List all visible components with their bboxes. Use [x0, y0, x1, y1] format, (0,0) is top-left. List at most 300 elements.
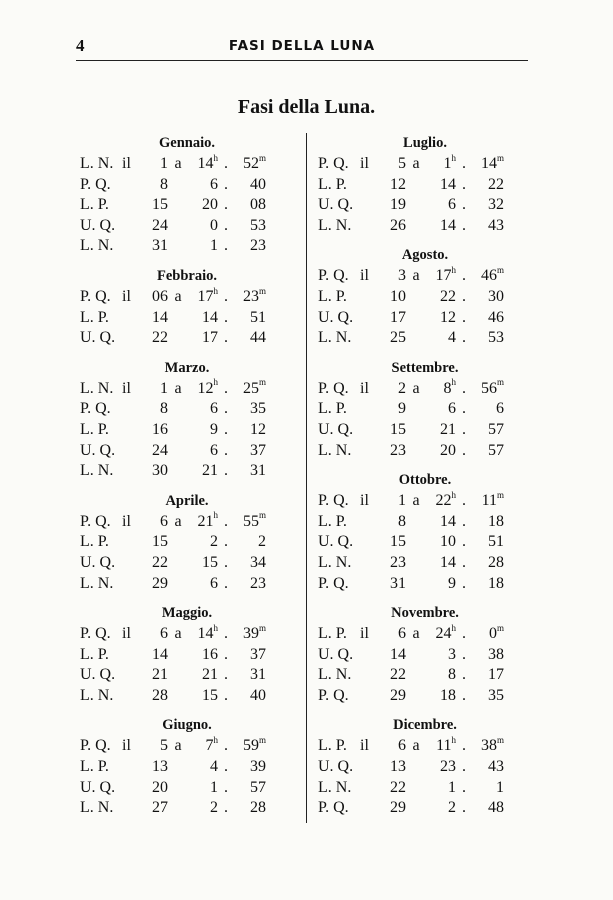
day-value: 15 — [390, 420, 406, 438]
phase-row — [318, 686, 532, 707]
separator-dot: . — [224, 778, 228, 796]
month-title: Aprile. — [165, 492, 209, 509]
hour-value: 1 — [210, 237, 218, 255]
hour-unit: h — [213, 735, 218, 746]
phase-row — [318, 266, 532, 287]
hour-value: 20 — [440, 441, 456, 459]
phase-row — [318, 491, 532, 512]
hour-cell — [188, 216, 218, 237]
separator-dot: . — [462, 666, 466, 684]
day-value: 8 — [398, 512, 406, 530]
phase-label: U. Q. — [318, 533, 354, 551]
hour-cell — [426, 736, 456, 757]
hour-unit: h — [213, 622, 218, 633]
hour-cell — [188, 757, 218, 778]
separator-dot: . — [462, 574, 466, 592]
phase-label: L. N. — [318, 216, 352, 234]
hour-value: 11 — [436, 737, 452, 755]
minute-unit: m — [258, 285, 266, 296]
month-block — [318, 132, 532, 236]
hour-value: 14 — [440, 175, 456, 193]
hour-unit: h — [213, 510, 218, 521]
minute-unit: m — [258, 622, 266, 633]
phase-row — [80, 665, 294, 686]
day-value: 29 — [390, 799, 406, 817]
hour-value: 17 — [202, 329, 218, 347]
minute-cell — [472, 308, 504, 329]
minute-value: 48 — [488, 799, 504, 817]
hour-value: 12 — [440, 308, 456, 326]
phase-label: L. P. — [80, 645, 109, 663]
minute-cell — [234, 399, 266, 420]
phase-label: L. P. — [318, 175, 347, 193]
separator-dot: . — [462, 778, 466, 796]
hour-cell — [426, 532, 456, 553]
minute-unit: m — [496, 265, 504, 276]
day-value: 30 — [152, 462, 168, 480]
a-word: a — [174, 737, 182, 755]
hour-cell — [188, 461, 218, 482]
minute-value: 18 — [488, 512, 504, 530]
phase-row — [80, 175, 294, 196]
minute-value: 31 — [250, 462, 266, 480]
minute-value: 32 — [488, 196, 504, 214]
day-value: 17 — [390, 308, 406, 326]
hour-unit: h — [213, 152, 218, 163]
day-value: 28 — [152, 686, 168, 704]
month-title: Dicembre. — [393, 717, 457, 734]
minute-value: 23 — [250, 237, 266, 255]
day-value: 15 — [152, 196, 168, 214]
phase-label: P. Q. — [318, 267, 349, 285]
minute-value: 2 — [258, 533, 266, 551]
hour-value: 15 — [202, 553, 218, 571]
hour-value: 9 — [448, 574, 456, 592]
day-value: 14 — [390, 645, 406, 663]
phase-label: P. Q. — [80, 400, 111, 418]
hour-value: 1 — [443, 155, 452, 172]
minute-cell — [234, 736, 266, 757]
day-value: 1 — [160, 379, 168, 397]
hour-cell — [426, 216, 456, 237]
month-block — [80, 265, 294, 349]
minute-cell — [234, 175, 266, 196]
minute-value: 37 — [250, 645, 266, 663]
phase-row — [318, 512, 532, 533]
hour-cell — [188, 645, 218, 666]
minute-value: 1 — [496, 778, 504, 796]
separator-dot: . — [462, 799, 466, 817]
minute-value: 57 — [488, 441, 504, 459]
month-title: Ottobre. — [398, 472, 452, 489]
separator-dot: . — [224, 512, 228, 530]
minute-cell — [234, 553, 266, 574]
separator-dot: . — [224, 196, 228, 214]
minute-value: 30 — [488, 287, 504, 305]
day-value: 12 — [390, 175, 406, 193]
phase-label: L. N. — [318, 553, 352, 571]
minute-value: 14 — [480, 155, 497, 172]
phase-label: L. P. — [80, 308, 109, 326]
a-word: a — [412, 155, 420, 172]
day-value: 23 — [390, 553, 406, 571]
minute-cell — [234, 420, 266, 441]
phase-row — [318, 757, 532, 778]
day-value: 15 — [390, 533, 406, 551]
hour-value: 6 — [210, 175, 218, 193]
page-number: 4 — [76, 36, 85, 55]
month-title: Novembre. — [391, 605, 459, 622]
minute-cell — [234, 686, 266, 707]
phase-label: P. Q. — [318, 686, 349, 704]
hour-cell — [426, 624, 456, 645]
separator-dot: . — [462, 287, 466, 305]
separator-dot: . — [224, 533, 228, 551]
minute-cell — [472, 287, 504, 308]
hour-value: 14 — [440, 512, 456, 530]
phase-row — [318, 665, 532, 686]
phase-label: U. Q. — [80, 778, 116, 796]
phase-label: P. Q. — [318, 799, 349, 817]
minute-cell — [472, 379, 504, 400]
hour-value: 23 — [440, 758, 456, 776]
minute-value: 53 — [488, 329, 504, 347]
minute-cell — [234, 287, 266, 308]
phase-row — [80, 328, 294, 349]
minute-cell — [472, 175, 504, 196]
minute-cell — [472, 195, 504, 216]
minute-cell — [472, 665, 504, 686]
minute-value: 59 — [242, 737, 259, 755]
a-word: a — [412, 492, 420, 510]
hour-cell — [426, 512, 456, 533]
hour-value: 6 — [448, 196, 456, 214]
phase-label: L. N. — [80, 379, 114, 397]
hour-value: 0 — [210, 216, 218, 234]
minute-value: 17 — [488, 666, 504, 684]
phase-row — [318, 441, 532, 462]
minute-value: 35 — [250, 400, 266, 418]
month-block — [80, 132, 294, 257]
month-title: Giugno. — [162, 717, 212, 734]
minute-cell — [234, 441, 266, 462]
minute-unit: m — [258, 377, 266, 388]
minute-cell — [234, 574, 266, 595]
minute-cell — [472, 441, 504, 462]
hour-value: 22 — [440, 287, 456, 305]
separator-dot: . — [462, 758, 466, 776]
phase-label: L. P. — [318, 737, 347, 755]
separator-dot: . — [224, 216, 228, 234]
hour-unit: h — [213, 285, 218, 296]
minute-value: 23 — [242, 287, 259, 305]
separator-dot: . — [462, 441, 466, 459]
month-title: Agosto. — [401, 247, 449, 264]
minute-cell — [472, 574, 504, 595]
month-block — [80, 602, 294, 706]
separator-dot: . — [224, 237, 228, 255]
day-value: 29 — [390, 686, 406, 704]
a-word: a — [412, 625, 420, 643]
minute-value: 38 — [488, 645, 504, 663]
phase-label: L. N. — [80, 574, 114, 592]
hour-cell — [188, 532, 218, 553]
separator-dot: . — [462, 533, 466, 551]
hour-cell — [188, 736, 218, 757]
day-value: 31 — [152, 237, 168, 255]
hour-value: 17 — [197, 287, 214, 305]
minute-value: 43 — [488, 216, 504, 234]
phase-label: U. Q. — [80, 553, 116, 571]
minute-cell — [234, 532, 266, 553]
separator-dot: . — [224, 799, 228, 817]
minute-unit: m — [258, 152, 266, 163]
hour-cell — [426, 686, 456, 707]
phase-label: P. Q. — [318, 492, 349, 510]
hour-value: 14 — [440, 553, 456, 571]
day-value: 06 — [152, 287, 168, 305]
phase-label: L. N. — [80, 686, 114, 704]
phase-row — [318, 154, 532, 175]
day-value: 2 — [398, 379, 406, 397]
phase-row — [318, 624, 532, 645]
separator-dot: . — [224, 462, 228, 480]
minute-cell — [472, 420, 504, 441]
separator-dot: . — [224, 308, 228, 326]
month-block — [80, 714, 294, 818]
minute-value: 25 — [242, 379, 259, 397]
minute-value: 53 — [250, 216, 266, 234]
minute-cell — [472, 491, 504, 512]
hour-cell — [188, 308, 218, 329]
month-block — [318, 714, 532, 818]
hour-value: 4 — [210, 758, 218, 776]
phase-label: U. Q. — [80, 441, 116, 459]
minute-value: 12 — [250, 420, 266, 438]
column-divider — [306, 133, 307, 823]
hour-cell — [188, 512, 218, 533]
il-word: il — [360, 737, 369, 755]
day-value: 19 — [390, 196, 406, 214]
minute-cell — [472, 778, 504, 799]
right-column — [318, 132, 532, 819]
separator-dot: . — [224, 287, 228, 305]
hour-cell — [426, 287, 456, 308]
minute-cell — [472, 553, 504, 574]
a-word: a — [412, 737, 420, 755]
separator-dot: . — [462, 308, 466, 326]
minute-value: 46 — [488, 308, 504, 326]
hour-cell — [426, 778, 456, 799]
phase-row — [80, 778, 294, 799]
hour-value: 6 — [210, 441, 218, 459]
separator-dot: . — [462, 196, 466, 214]
phase-row — [80, 461, 294, 482]
a-word: a — [174, 379, 182, 397]
minute-value: 11 — [481, 492, 497, 510]
separator-dot: . — [224, 379, 228, 397]
day-value: 27 — [152, 799, 168, 817]
hour-value: 14 — [197, 155, 214, 172]
hour-value: 1 — [448, 778, 456, 796]
phase-row — [318, 328, 532, 349]
hour-cell — [188, 624, 218, 645]
hour-cell — [426, 420, 456, 441]
day-value: 1 — [160, 155, 168, 172]
day-value: 22 — [390, 666, 406, 684]
phase-label: P. Q. — [80, 512, 111, 530]
a-word: a — [174, 287, 182, 305]
hour-cell — [188, 175, 218, 196]
phase-label: P. Q. — [318, 574, 349, 592]
hour-cell — [188, 328, 218, 349]
minute-cell — [234, 154, 266, 175]
separator-dot: . — [224, 420, 228, 438]
minute-value: 22 — [488, 175, 504, 193]
hour-unit: h — [451, 265, 456, 276]
day-value: 6 — [160, 625, 168, 643]
hour-cell — [188, 441, 218, 462]
separator-dot: . — [224, 441, 228, 459]
a-word: a — [412, 379, 420, 397]
day-value: 22 — [390, 778, 406, 796]
minute-value: 51 — [250, 308, 266, 326]
minute-value: 56 — [480, 379, 497, 397]
minute-cell — [234, 328, 266, 349]
phase-row — [318, 778, 532, 799]
minute-unit: m — [496, 152, 504, 163]
minute-unit: m — [496, 489, 504, 500]
minute-cell — [472, 399, 504, 420]
hour-cell — [426, 757, 456, 778]
minute-unit: m — [258, 735, 266, 746]
phase-label: L. N. — [80, 799, 114, 817]
minute-value: 52 — [242, 155, 259, 172]
hour-cell — [426, 195, 456, 216]
left-column — [80, 132, 294, 819]
minute-value: 57 — [250, 778, 266, 796]
page-header — [76, 36, 528, 61]
minute-cell — [234, 665, 266, 686]
phase-label: U. Q. — [80, 666, 116, 684]
hour-value: 6 — [210, 574, 218, 592]
separator-dot: . — [224, 329, 228, 347]
hour-cell — [426, 308, 456, 329]
hour-cell — [188, 287, 218, 308]
phase-label: L. N. — [80, 155, 114, 172]
phase-label: L. N. — [318, 666, 352, 684]
phase-row — [318, 574, 532, 595]
minute-cell — [234, 236, 266, 257]
minute-value: 39 — [250, 758, 266, 776]
minute-cell — [234, 624, 266, 645]
separator-dot: . — [224, 400, 228, 418]
phase-label: L. N. — [318, 441, 352, 459]
day-value: 20 — [152, 778, 168, 796]
day-value: 23 — [390, 441, 406, 459]
a-word: a — [174, 512, 182, 530]
separator-dot: . — [462, 379, 466, 397]
phase-row — [80, 624, 294, 645]
minute-cell — [472, 328, 504, 349]
phase-row — [80, 399, 294, 420]
minute-cell — [472, 216, 504, 237]
hour-cell — [188, 195, 218, 216]
phase-label: L. P. — [80, 196, 109, 214]
hour-cell — [426, 574, 456, 595]
day-value: 22 — [152, 553, 168, 571]
phase-row — [80, 154, 294, 175]
il-word: il — [122, 512, 131, 530]
phase-row — [80, 798, 294, 819]
day-value: 31 — [390, 574, 406, 592]
hour-cell — [188, 154, 218, 175]
separator-dot: . — [462, 155, 466, 172]
day-value: 24 — [152, 216, 168, 234]
phase-label: L. P. — [80, 533, 109, 551]
minute-cell — [472, 645, 504, 666]
phase-label: U. Q. — [318, 420, 354, 438]
minute-cell — [472, 736, 504, 757]
hour-value: 21 — [197, 512, 214, 530]
minute-value: 55 — [242, 512, 259, 530]
day-value: 13 — [152, 758, 168, 776]
separator-dot: . — [462, 737, 466, 755]
separator-dot: . — [462, 216, 466, 234]
hour-value: 2 — [448, 799, 456, 817]
minute-cell — [472, 686, 504, 707]
separator-dot: . — [462, 400, 466, 418]
phase-row — [80, 645, 294, 666]
phase-label: L. N. — [318, 778, 352, 796]
hour-value: 21 — [202, 666, 218, 684]
separator-dot: . — [224, 686, 228, 704]
phase-row — [318, 216, 532, 237]
phase-row — [318, 532, 532, 553]
minute-value: 6 — [496, 400, 504, 418]
hour-cell — [188, 236, 218, 257]
day-value: 8 — [160, 175, 168, 193]
separator-dot: . — [462, 420, 466, 438]
running-title: FASI DELLA LUNA — [228, 38, 376, 54]
il-word: il — [122, 737, 131, 755]
phase-row — [318, 553, 532, 574]
day-value: 5 — [160, 737, 168, 755]
day-value: 15 — [152, 533, 168, 551]
minute-value: 46 — [480, 267, 497, 285]
minute-unit: m — [258, 510, 266, 521]
separator-dot: . — [462, 512, 466, 530]
separator-dot: . — [224, 758, 228, 776]
hour-cell — [188, 574, 218, 595]
hour-cell — [188, 553, 218, 574]
separator-dot: . — [224, 666, 228, 684]
minute-cell — [234, 308, 266, 329]
hour-cell — [426, 175, 456, 196]
month-block — [318, 357, 532, 461]
separator-dot: . — [462, 686, 466, 704]
hour-cell — [426, 441, 456, 462]
hour-cell — [426, 328, 456, 349]
day-value: 6 — [160, 512, 168, 530]
phase-row — [318, 308, 532, 329]
phase-row — [80, 379, 294, 400]
minute-value: 28 — [488, 553, 504, 571]
il-word: il — [360, 625, 369, 643]
phase-row — [318, 645, 532, 666]
hour-value: 16 — [202, 645, 218, 663]
day-value: 29 — [152, 574, 168, 592]
